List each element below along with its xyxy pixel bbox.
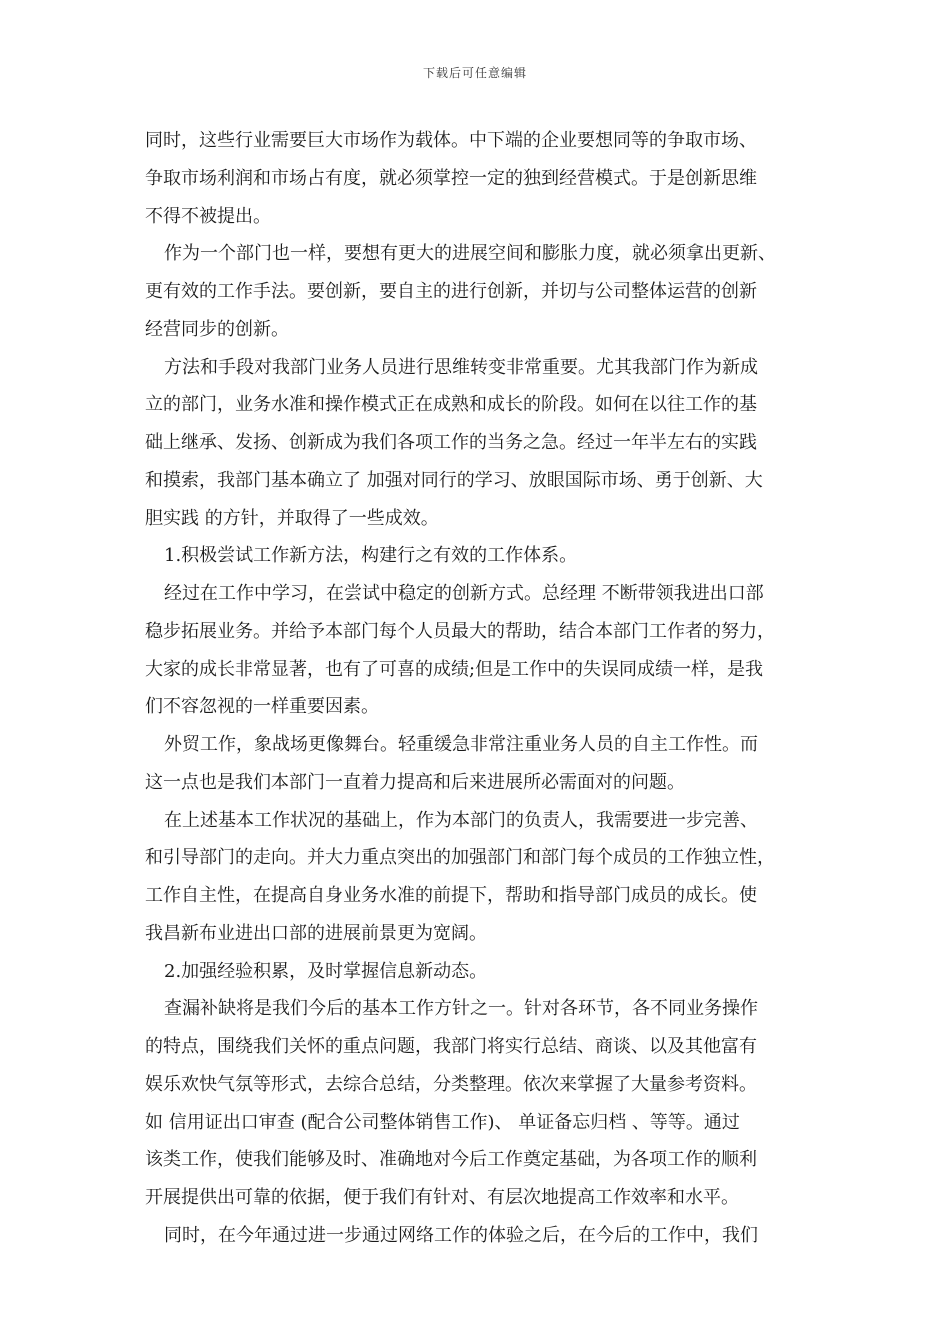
text-line: 在上述基本工作状况的基础上，作为本部门的负责人，我需要进一步完善、 — [164, 809, 758, 831]
text-line: 外贸工作，象战场更像舞台。轻重缓急非常注重业务人员的自主工作性。而 — [164, 734, 758, 755]
text-line: 该类工作，使我们能够及时、准确地对今后工作奠定基础，为各项工作的顺利 — [145, 1149, 757, 1171]
text-line: 娱乐欢快气氛等形式，去综合总结，分类整理。依次来掌握了大量参考资料。 — [145, 1073, 757, 1095]
text-line: 经过在工作中学习，在尝试中稳定的创新方式。总经理 不断带领我进出口部 — [164, 583, 764, 604]
text-line: 如 信用证出口审查 (配合公司整体销售工作)、 单证备忘归档 、等等。通过 — [145, 1111, 740, 1133]
text-line: 稳步拓展业务。并给予本部门每个人员最大的帮助，结合本部门工作者的努力， — [145, 620, 775, 642]
text-line: 作为一个部门也一样，要想有更大的进展空间和膨胀力度，就必须拿出更新、 — [164, 243, 776, 265]
text-line: 查漏补缺将是我们今后的基本工作方针之一。针对各环节，各不同业务操作 — [164, 998, 758, 1020]
text-line: 和引导部门的走向。并大力重点突出的加强部门和部门每个成员的工作独立性， — [145, 847, 775, 869]
text-line: 争取市场利润和市场占有度，就必须掌控一定的独到经营模式。于是创新思维 — [145, 167, 757, 189]
text-line: 立的部门，业务水准和操作模式正在成熟和成长的阶段。如何在以往工作的基 — [145, 394, 757, 416]
text-line: 们不容忽视的一样重要因素。 — [145, 696, 379, 718]
text-line: 1.积极尝试工作新方法，构建行之有效的工作体系。 — [164, 545, 578, 567]
text-line: 同时，这些行业需要巨大市场作为载体。中下端的企业要想同等的争取市场、 — [145, 130, 757, 151]
text-line: 更有效的工作手法。要创新，要自主的进行创新，并切与公司整体运营的创新 — [145, 281, 757, 302]
text-line: 经营同步的创新。 — [145, 318, 289, 340]
page-header: 下载后可任意编辑 — [422, 66, 527, 80]
text-line: 同时，在今年通过进一步通过网络工作的体验之后，在今后的工作中，我们 — [164, 1224, 758, 1246]
text-line: 我昌新布业进出口部的进展前景更为宽阔。 — [145, 922, 487, 944]
text-line: 2.加强经验积累，及时掌握信息新动态。 — [164, 960, 488, 982]
document-body — [145, 122, 810, 1255]
text-line: 和摸索，我部门基本确立了 加强对同行的学习、放眼国际市场、勇于创新、大 — [145, 469, 763, 491]
text-line: 胆实践 的方针，并取得了一些成效。 — [145, 507, 439, 529]
text-line: 础上继承、发扬、创新成为我们各项工作的当务之急。经过一年半左右的实践 — [145, 432, 757, 453]
text-line: 工作自主性，在提高自身业务水准的前提下，帮助和指导部门成员的成长。使 — [145, 885, 757, 906]
text-line: 这一点也是我们本部门一直着力提高和后来进展所必需面对的问题。 — [145, 771, 685, 793]
text-line: 开展提供出可靠的依据，便于我们有针对、有层次地提高工作效率和水平。 — [145, 1187, 739, 1208]
text-line: 不得不被提出。 — [145, 205, 271, 227]
text-line: 方法和手段对我部门业务人员进行思维转变非常重要。尤其我部门作为新成 — [164, 356, 758, 378]
text-line: 大家的成长非常显著，也有了可喜的成绩;但是工作中的失误同成绩一样，是我 — [145, 658, 764, 680]
text-line: 的特点，围绕我们关怀的重点问题，我部门将实行总结、商谈、以及其他富有 — [145, 1036, 757, 1057]
